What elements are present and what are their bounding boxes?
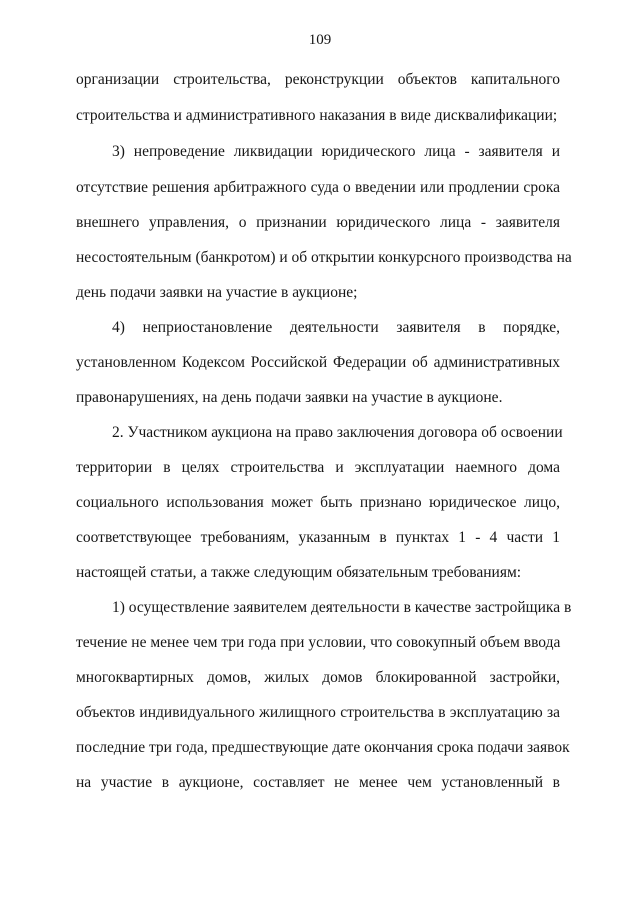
text-line: организации строительства, реконструкции объектов капитального	[76, 71, 560, 88]
text-line: несостоятельным (банкротом) и об открытии конкурсного производства на	[76, 249, 572, 266]
text-line: 3) непроведение ликвидации юридического лица - заявителя и	[112, 143, 560, 160]
text-line: настоящей статьи, а также следующим обязательным требованиям:	[76, 564, 522, 581]
text-line: течение не менее чем три года при условии, что совокупный объем ввода	[76, 634, 561, 651]
text-line: объектов индивидуального жилищного строительства в эксплуатацию за	[76, 704, 560, 721]
text-line: внешнего управления, о признании юридического лица - заявителя	[76, 214, 560, 231]
text-line: социального использования может быть признано юридическое лицо,	[76, 494, 560, 511]
text-line: на участие в аукционе, составляет не менее чем установленный в	[76, 774, 560, 791]
text-line: отсутствие решения арбитражного суда о введении или продлении срока	[76, 179, 560, 196]
text-line: 2. Участником аукциона на право заключения договора об освоении	[112, 424, 563, 441]
text-line: установленном Кодексом Российской Федерации об административных	[76, 354, 560, 371]
text-line: правонарушениях, на день подачи заявки на участие в аукционе.	[76, 389, 503, 406]
page-number: 109	[308, 32, 332, 48]
text-line: 4) неприостановление деятельности заявителя в порядке,	[112, 319, 560, 336]
text-line: соответствующее требованиям, указанным в пунктах 1 - 4 части 1	[76, 529, 560, 546]
text-line: последние три года, предшествующие дате окончания срока подачи заявок	[76, 739, 570, 756]
text-line: день подачи заявки на участие в аукционе;	[76, 284, 358, 301]
text-line: 1) осуществление заявителем деятельности в качестве застройщика в	[112, 599, 572, 616]
text-line: многоквартирных домов, жилых домов блокированной застройки,	[76, 669, 560, 686]
text-line: территории в целях строительства и эксплуатации наемного дома	[76, 459, 560, 476]
text-line: строительства и административного наказания в виде дисквалификации;	[76, 107, 558, 124]
